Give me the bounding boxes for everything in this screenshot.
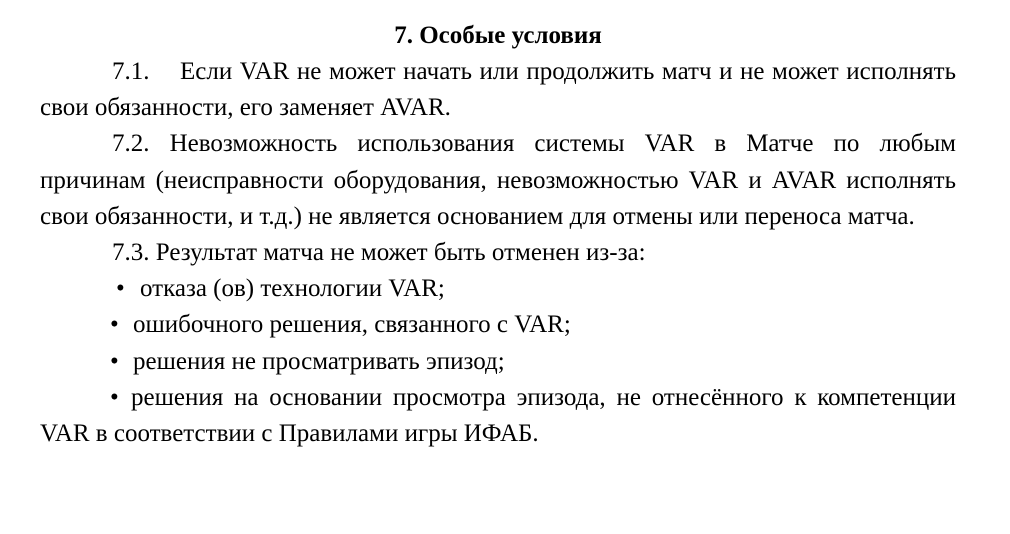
- section-title: 7. Особые условия: [394, 22, 602, 49]
- paragraph-text: Невозможность использования системы VAR в Матче по любым причинам (неисправности оборудования, невозможностью VAR и AVAR исполнять свои обязанности, и т.д.) не является основанием для отмены или переноса матча.: [40, 130, 956, 230]
- list-item-text: отказа (ов) технологии VAR;: [140, 275, 445, 303]
- list-item: [40, 307, 956, 343]
- paragraph-text: Если VAR не может начать или продолжить матч и не может исполнять свои обязанности, его заменяет AVAR.: [40, 58, 956, 122]
- paragraph-7-1: [40, 54, 956, 126]
- paragraph-7-2: [40, 126, 956, 235]
- paragraph-7-3: [40, 235, 956, 271]
- paragraph-number: 7.3.: [112, 239, 150, 267]
- paragraph-number: 7.2.: [112, 130, 150, 158]
- bullet-icon: •: [110, 311, 119, 339]
- list-item-text: решения не просматривать эпизод;: [133, 347, 505, 375]
- document: [40, 18, 956, 452]
- paragraph-text: Результат матча не может быть отменен из-за:: [155, 239, 646, 267]
- bullet-icon: •: [110, 347, 119, 375]
- list-item: [40, 380, 956, 452]
- paragraph-number: 7.1.: [112, 58, 150, 85]
- list-item-text: ошибочного решения, связанного с VAR;: [133, 311, 571, 339]
- list-item: [40, 344, 956, 380]
- bullet-icon: •: [116, 275, 125, 303]
- list-item-text: решения на основании просмотра эпизода, не отнесённого к компетенции VAR в соответствии с Правилами игры ИФАБ.: [40, 383, 956, 448]
- list-item: [40, 271, 956, 307]
- bullet-icon: •: [110, 383, 119, 411]
